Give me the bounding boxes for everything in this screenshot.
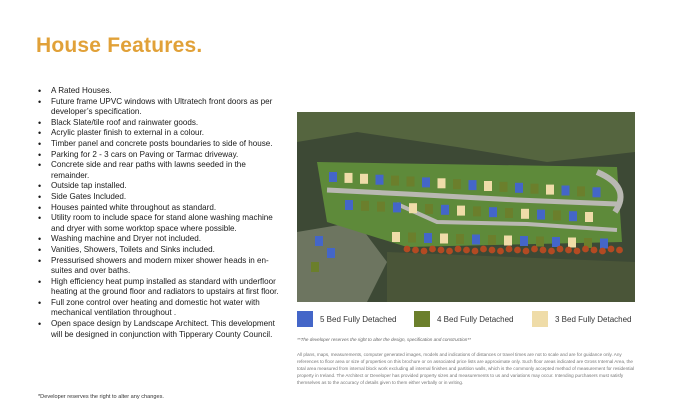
house-footprint bbox=[456, 234, 464, 244]
house-footprint bbox=[441, 205, 449, 215]
tree bbox=[574, 248, 581, 255]
feature-item: • Future frame UPVC windows with Ultratech front doors as per developer’s specification. bbox=[36, 97, 286, 118]
house-footprint bbox=[484, 181, 492, 191]
house-footprint bbox=[457, 206, 465, 216]
tree bbox=[429, 246, 436, 253]
house-footprint bbox=[577, 186, 585, 196]
feature-item: • Pressurised showers and modern mixer shower heads in en-suites and over baths. bbox=[36, 256, 286, 277]
legend-item-4-bed bbox=[414, 311, 514, 327]
house-footprint bbox=[531, 184, 539, 194]
tree bbox=[591, 247, 598, 254]
house-footprint bbox=[425, 204, 433, 214]
tree bbox=[446, 248, 453, 255]
house-footprint bbox=[469, 180, 477, 190]
developer-footnote: *Developer reserves the right to alter any changes. bbox=[38, 394, 164, 400]
house-footprint bbox=[393, 202, 401, 212]
feature-item: • Concrete side and rear paths with lawns seeded in the remainder. bbox=[36, 160, 286, 181]
house-footprint bbox=[546, 185, 554, 195]
feature-item: • Timber panel and concrete posts boundaries to side of house. bbox=[36, 139, 286, 150]
legend-swatch-3-bed bbox=[532, 311, 548, 327]
tree bbox=[455, 246, 462, 253]
feature-item: • Washing machine and Dryer not included. bbox=[36, 234, 286, 245]
house-footprint bbox=[424, 233, 432, 243]
house-footprint bbox=[562, 186, 570, 196]
legend-label-3-bed: 3 Bed Fully Detached bbox=[555, 314, 632, 324]
house-footprint bbox=[360, 174, 368, 184]
house-footprint bbox=[489, 207, 497, 217]
tree bbox=[506, 246, 513, 253]
house-footprint bbox=[392, 232, 400, 242]
house-footprint bbox=[376, 175, 384, 185]
disclaimer-text: All plans, maps, measurements, computer generated images, models and indications of distances or travel times are not to scale and are for guidance only. Any references to floor area or size of properties on this brochure or on associated price lists are approximate only. Such floor areas indicated are Gross Internal Area, the total area measured from internal block work excluding all internal finishes and partition walls, which is the commonly accepted method of measurement for residential property in Ireland. The Architect or Developer has provided property sizes and measurements to us and variations may occur. Intending purchasers must satisfy themselves as to the accuracy of details given to them either verbally or in writing. bbox=[297, 352, 635, 385]
house-footprint bbox=[440, 234, 448, 244]
feature-item: • Houses painted white throughout as standard. bbox=[36, 203, 286, 214]
legend-swatch-5-bed bbox=[297, 311, 313, 327]
house-footprint bbox=[488, 235, 496, 245]
tree bbox=[438, 247, 445, 254]
site-plan-image bbox=[297, 112, 635, 302]
house-footprint bbox=[473, 206, 481, 216]
house-footprint bbox=[311, 262, 319, 272]
tree bbox=[514, 247, 521, 254]
feature-item: • Open space design by Landscape Architect. This development will be designed in conjunction with Tipperary County Council. bbox=[36, 319, 286, 340]
house-footprint bbox=[408, 233, 416, 243]
house-footprint bbox=[500, 182, 508, 192]
legend-label-5-bed: 5 Bed Fully Detached bbox=[320, 314, 397, 324]
house-footprint bbox=[600, 239, 608, 249]
feature-item: • Acrylic plaster finish to external in a colour. bbox=[36, 128, 286, 139]
house-footprint bbox=[521, 209, 529, 219]
house-footprint bbox=[585, 212, 593, 222]
house-footprint bbox=[422, 177, 430, 187]
house-footprint bbox=[407, 177, 415, 187]
map-note: **The developer reserves the right to alter the design, specification and construction** bbox=[297, 337, 471, 342]
legend-item-3-bed bbox=[532, 311, 632, 327]
house-footprint bbox=[345, 173, 353, 183]
house-footprint bbox=[569, 211, 577, 221]
tree bbox=[472, 248, 479, 255]
tree bbox=[548, 248, 555, 255]
house-footprint bbox=[438, 178, 446, 188]
tree bbox=[421, 248, 428, 255]
house-footprint bbox=[536, 237, 544, 247]
legend bbox=[297, 311, 642, 329]
feature-item: • High efficiency heat pump installed as standard with underfloor heating at the ground floor and radiators to upstairs at first floor. bbox=[36, 277, 286, 298]
house-footprint bbox=[472, 235, 480, 245]
house-footprint bbox=[377, 202, 385, 212]
feature-item: • Utility room to include space for stand alone washing machine and dryer with some worktop space where possible. bbox=[36, 213, 286, 234]
house-footprint bbox=[391, 176, 399, 186]
house-footprint bbox=[329, 172, 337, 182]
tree bbox=[480, 246, 487, 253]
tree bbox=[557, 246, 564, 253]
house-footprint bbox=[315, 236, 323, 246]
tree bbox=[608, 246, 615, 253]
feature-item: • Outside tap installed. bbox=[36, 181, 286, 192]
house-footprint bbox=[361, 201, 369, 211]
house-footprint bbox=[409, 203, 417, 213]
feature-item: • Vanities, Showers, Toilets and Sinks included. bbox=[36, 245, 286, 256]
house-footprint bbox=[327, 248, 335, 258]
tree bbox=[616, 247, 623, 254]
feature-item: • A Rated Houses. bbox=[36, 86, 286, 97]
house-footprint bbox=[593, 187, 601, 197]
feature-item: • Side Gates Included. bbox=[36, 192, 286, 203]
house-footprint bbox=[515, 183, 523, 193]
tree bbox=[523, 248, 530, 255]
house-footprint bbox=[345, 200, 353, 210]
legend-label-4-bed: 4 Bed Fully Detached bbox=[437, 314, 514, 324]
tree bbox=[599, 248, 606, 255]
tree bbox=[531, 246, 538, 253]
house-footprint bbox=[453, 179, 461, 189]
site-plan-drawing bbox=[297, 112, 635, 302]
features-list bbox=[36, 86, 286, 340]
tree bbox=[540, 247, 547, 254]
house-footprint bbox=[505, 208, 513, 218]
tree bbox=[412, 247, 419, 254]
house-footprint bbox=[568, 238, 576, 248]
legend-item-5-bed bbox=[297, 311, 397, 327]
tree bbox=[404, 246, 411, 253]
feature-item: • Black Slate/tile roof and rainwater goods. bbox=[36, 118, 286, 129]
legend-swatch-4-bed bbox=[414, 311, 430, 327]
tree bbox=[582, 246, 589, 253]
house-footprint bbox=[520, 236, 528, 246]
tree bbox=[489, 247, 496, 254]
house-footprint bbox=[553, 210, 561, 220]
house-footprint bbox=[537, 210, 545, 220]
feature-item: • Parking for 2 - 3 cars on Paving or Tarmac driveway. bbox=[36, 150, 286, 161]
page-title: House Features. bbox=[36, 34, 203, 57]
house-footprint bbox=[552, 237, 560, 247]
feature-item: • Full zone control over heating and domestic hot water with mechanical ventilation throughout . bbox=[36, 298, 286, 319]
tree bbox=[497, 248, 504, 255]
tree bbox=[463, 247, 470, 254]
house-footprint bbox=[504, 236, 512, 246]
tree bbox=[565, 247, 572, 254]
